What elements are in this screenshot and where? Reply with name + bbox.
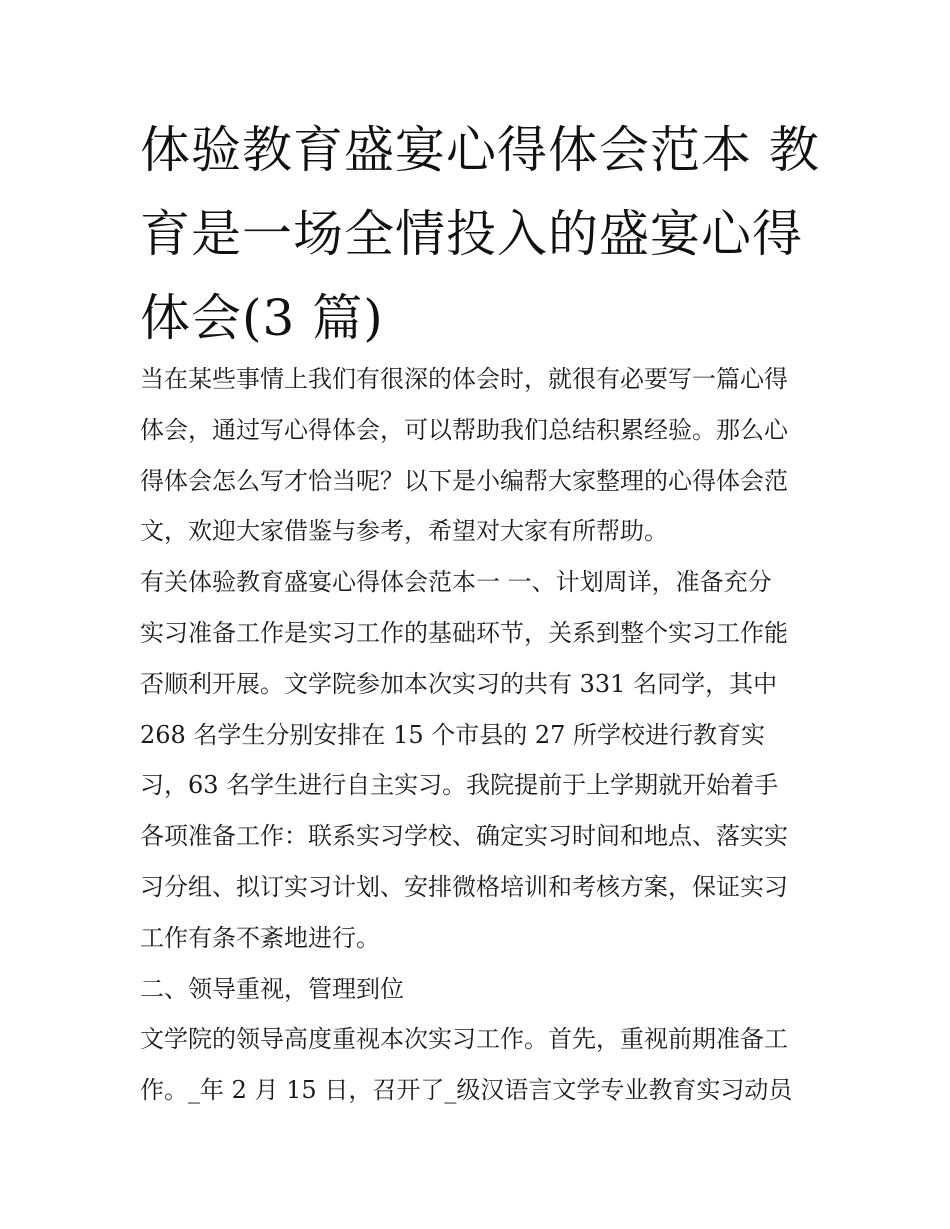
body-line: 作。_年 2 月 15 日，召开了_级汉语言文学专业教育实习动员: [140, 1076, 793, 1105]
body-line: 得体会怎么写才恰当呢？以下是小编帮大家整理的心得体会范: [140, 466, 788, 495]
title-line-2: 育是一场全情投入的盛宴心得: [140, 205, 803, 263]
body-line: 习分组、拟订实习计划、安排微格培训和考核方案，保证实习: [140, 872, 788, 901]
body-line: 体会，通过写心得体会，可以帮助我们总结积累经验。那么心: [140, 415, 788, 444]
body-line: 文学院的领导高度重视本次实习工作。首先，重视前期准备工: [140, 1025, 788, 1054]
document-title: [140, 108, 820, 360]
section-heading-2: 二、领导重视，管理到位: [140, 974, 404, 1003]
body-line: 否顺利开展。文学院参加本次实习的共有 331 名同学，其中: [140, 669, 778, 698]
body-line: 268 名学生分别安排在 15 个市县的 27 所学校进行教育实: [140, 720, 766, 749]
body-line: 文，欢迎大家借鉴与参考，希望对大家有所帮助。: [140, 517, 668, 546]
body-line: 实习准备工作是实习工作的基础环节，关系到整个实习工作能: [140, 618, 788, 647]
body-line: 习，63 名学生进行自主实习。我院提前于上学期就开始着手: [140, 771, 779, 800]
body-line: 各项准备工作：联系实习学校、确定实习时间和地点、落实实: [140, 822, 788, 851]
document-body: [140, 354, 830, 1116]
section-heading-1: 有关体验教育盛宴心得体会范本一 一、计划周详，准备充分: [140, 568, 772, 597]
title-line-3: 体会(3 篇): [140, 289, 384, 347]
title-line-1: 体验教育盛宴心得体会范本 教: [140, 121, 820, 179]
body-line: 工作有条不紊地进行。: [140, 923, 380, 952]
body-line: 当在某些事情上我们有很深的体会时，就很有必要写一篇心得: [140, 365, 788, 393]
